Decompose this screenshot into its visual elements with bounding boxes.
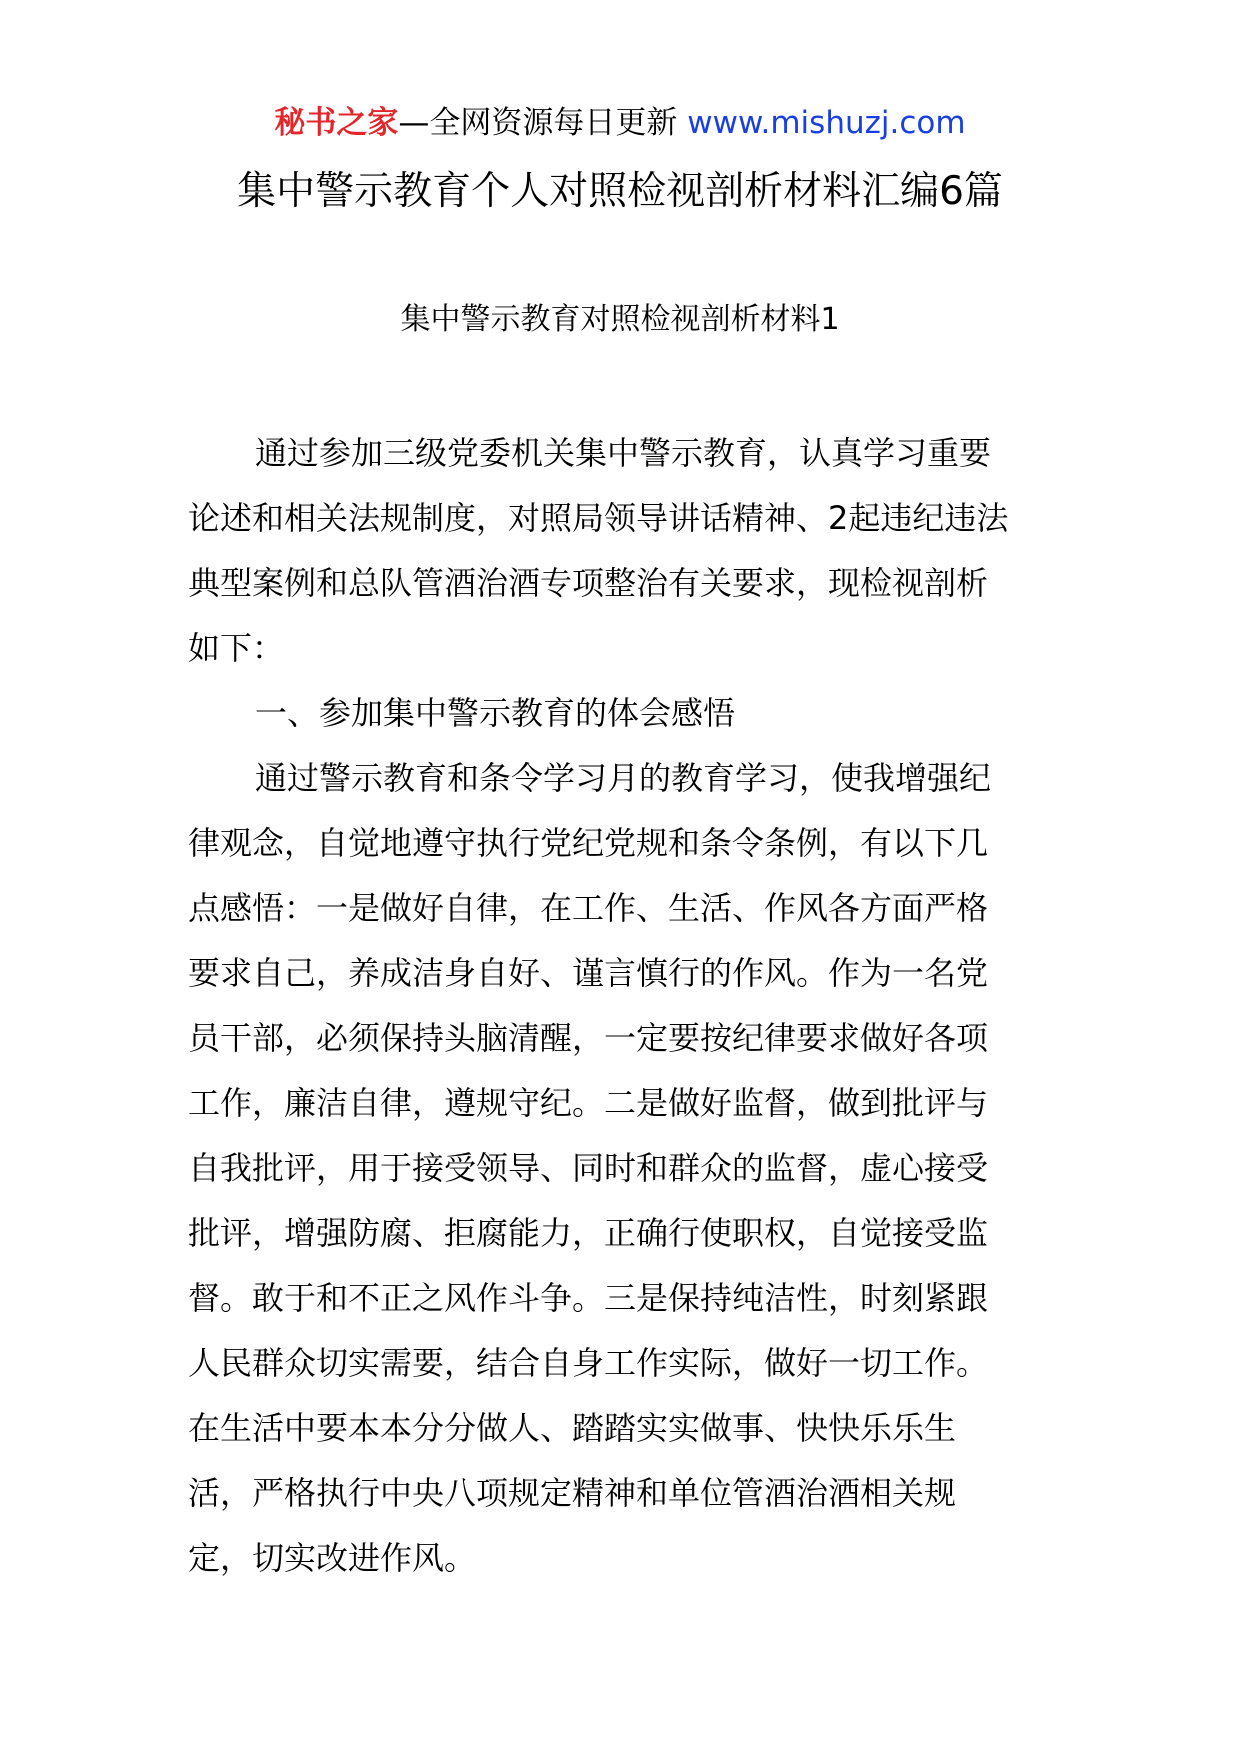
paragraph-line: 点感悟：一是做好自律，在工作、生活、作风各方面严格 (188, 889, 989, 927)
paragraph-line: 员干部，必须保持头脑清醒，一定要按纪律要求做好各项 (188, 1019, 989, 1057)
paragraph-line: 定，切实改进作风。 (188, 1539, 477, 1577)
section-subtitle: 集中警示教育对照检视剖析材料1 (400, 302, 840, 337)
paragraph-line: 自我批评，用于接受领导、同时和群众的监督，虚心接受 (188, 1149, 989, 1187)
paragraph-line: 典型案例和总队管酒治酒专项整治有关要求，现检视剖析 (188, 564, 989, 602)
paragraph-line: 活，严格执行中央八项规定精神和单位管酒治酒相关规 (188, 1474, 957, 1512)
document-title: 集中警示教育个人对照检视剖析材料汇编6篇 (237, 169, 1003, 214)
paragraph-line: 在生活中要本本分分做人、踏踏实实做事、快快乐乐生 (188, 1409, 957, 1447)
paragraph-intro (188, 421, 1064, 681)
heading-text: 一、参加集中警示教育的体会感悟 (255, 694, 736, 732)
watermark-header (0, 100, 1240, 146)
section-heading-1 (188, 681, 1064, 746)
paragraph-line: 督。敢于和不正之风作斗争。三是保持纯洁性，时刻紧跟 (188, 1279, 989, 1317)
brand-name: 秘书之家 (274, 105, 399, 141)
header-slogan: —全网资源每日更新 (398, 105, 688, 141)
paragraph-line: 批评，增强防腐、拒腐能力，正确行使职权，自觉接受监 (188, 1214, 989, 1252)
paragraph-line: 通过参加三级党委机关集中警示教育，认真学习重要 (255, 434, 992, 472)
paragraph-reflection (188, 746, 1064, 1591)
paragraph-line: 人民群众切实需要，结合自身工作实际，做好一切工作。 (188, 1344, 989, 1382)
paragraph-line: 工作，廉洁自律，遵规守纪。二是做好监督，做到批评与 (188, 1084, 989, 1122)
paragraph-line: 律观念，自觉地遵守执行党纪党规和条令条例，有以下几 (188, 824, 989, 862)
paragraph-line: 要求自己，养成洁身自好、谨言慎行的作风。作为一名党 (188, 954, 989, 992)
header-url[interactable]: www.mishuzj.com (687, 105, 966, 141)
paragraph-line: 如下： (188, 629, 285, 667)
paragraph-line: 通过警示教育和条令学习月的教育学习，使我增强纪 (255, 759, 992, 797)
paragraph-line: 论述和相关法规制度，对照局领导讲话精神、2起违纪违法 (188, 499, 1009, 537)
